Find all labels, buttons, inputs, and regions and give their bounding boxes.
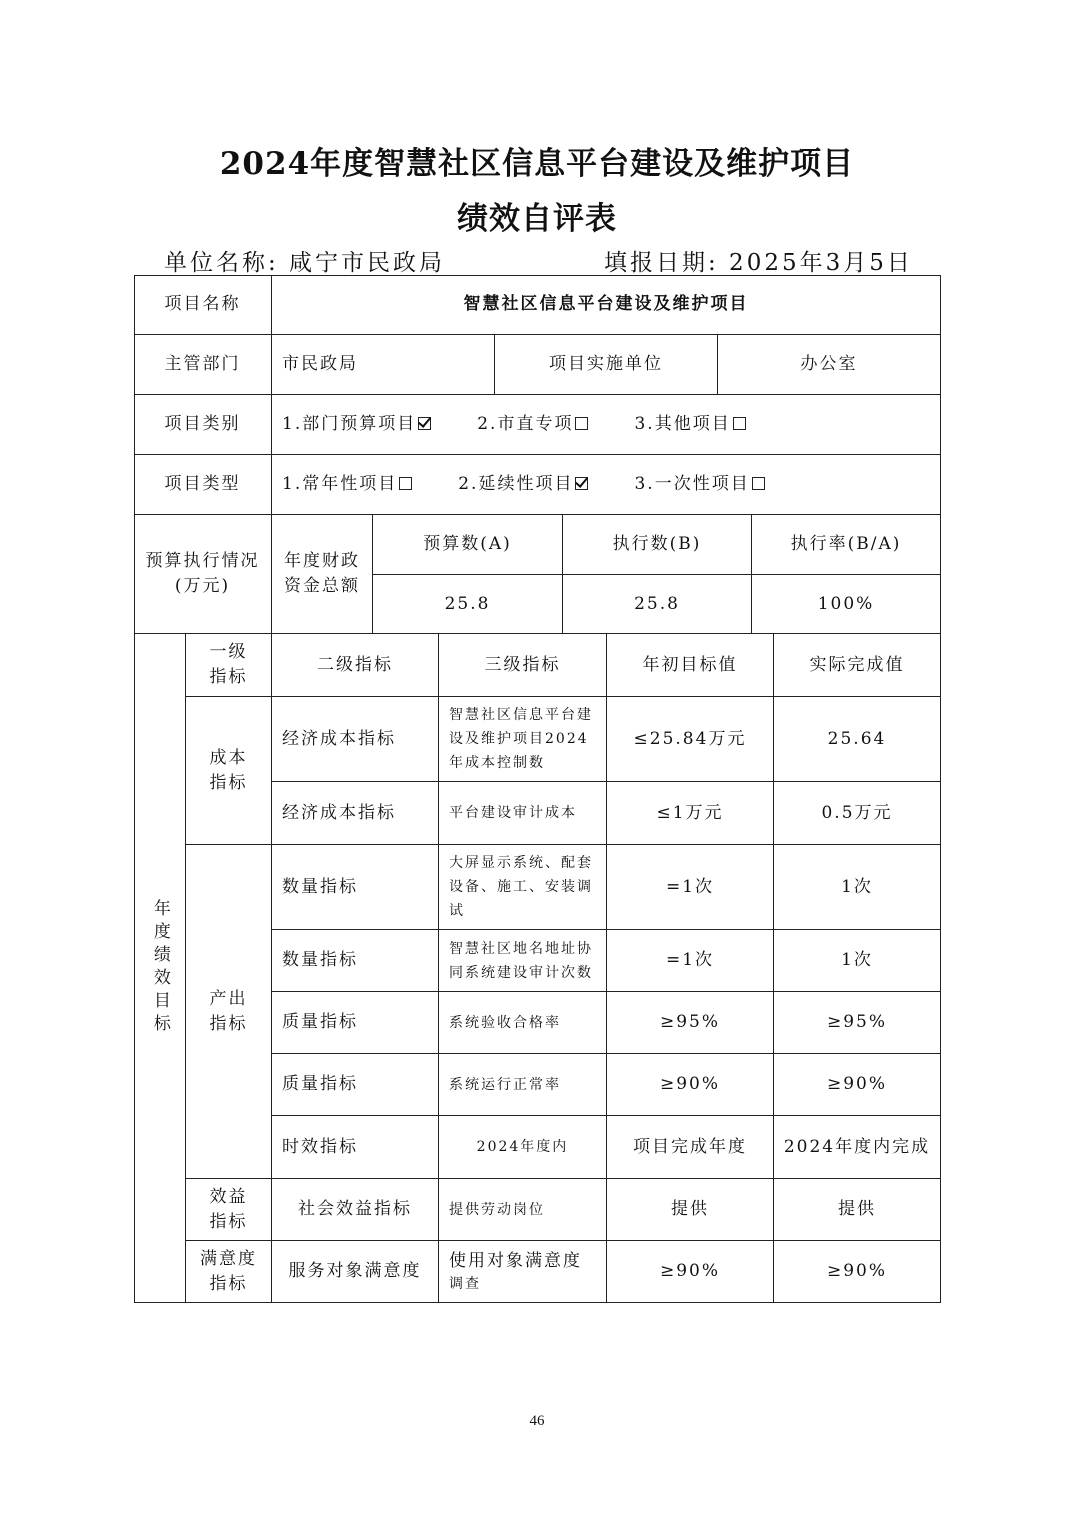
table-row-level3: 智慧社区信息平台建设及维护项目2024年成本控制数 bbox=[439, 697, 607, 782]
project-name-value: 智慧社区信息平台建设及维护项目 bbox=[272, 275, 941, 335]
category-options bbox=[272, 395, 941, 455]
table-row-level3: 大屏显示系统、配套设备、施工、安装调试 bbox=[439, 845, 607, 930]
unit-name: 单位名称: 咸宁市民政局 bbox=[164, 250, 446, 276]
dept-value: 市民政局 bbox=[272, 335, 495, 395]
table-row-actual: 25.64 bbox=[774, 697, 941, 782]
impl-unit-label: 项目实施单位 bbox=[495, 335, 718, 395]
budget-header-a: 预算数(A) bbox=[373, 515, 563, 575]
table-row-level3: 提供劳动岗位 bbox=[439, 1179, 607, 1241]
category-option: 2.市直专项 bbox=[477, 414, 574, 435]
performance-table bbox=[134, 275, 941, 1303]
table-row-target: ≤25.84万元 bbox=[607, 697, 774, 782]
table-row-target: =1次 bbox=[607, 845, 774, 930]
budget-header-rate: 执行率(B/A) bbox=[752, 515, 941, 575]
table-row-level2: 社会效益指标 bbox=[272, 1179, 439, 1241]
checkbox-checked-icon[interactable] bbox=[418, 417, 431, 430]
table-row-level3: 2024年度内 bbox=[439, 1116, 607, 1179]
table-row-actual: 2024年度内完成 bbox=[774, 1116, 941, 1179]
table-row-actual: ≥90% bbox=[774, 1241, 941, 1303]
table-row-level3 bbox=[439, 1241, 607, 1303]
category-option: 1.部门预算项目 bbox=[282, 414, 417, 435]
group-benefit: 效益指标 bbox=[186, 1179, 272, 1241]
table-row-actual: ≥90% bbox=[774, 1054, 941, 1116]
table-row-level3: 系统运行正常率 bbox=[439, 1054, 607, 1116]
table-row-target: 提供 bbox=[607, 1179, 774, 1241]
table-row-actual: 1次 bbox=[774, 930, 941, 992]
table-row-level2: 经济成本指标 bbox=[272, 782, 439, 845]
checkbox-empty-icon[interactable] bbox=[752, 477, 765, 490]
budget-value-rate: 100% bbox=[752, 575, 941, 634]
dept-label: 主管部门 bbox=[134, 335, 272, 395]
table-row-level2: 质量指标 bbox=[272, 1054, 439, 1116]
table-row-level2: 数量指标 bbox=[272, 845, 439, 930]
budget-header-b: 执行数(B) bbox=[563, 515, 752, 575]
header-level3: 三级指标 bbox=[439, 634, 607, 697]
table-row-level2: 数量指标 bbox=[272, 930, 439, 992]
type-option: 3.一次性项目 bbox=[634, 474, 750, 495]
page-number: 46 bbox=[529, 1413, 545, 1429]
table-row-level3: 系统验收合格率 bbox=[439, 992, 607, 1054]
table-row-level3: 智慧社区地名地址协同系统建设审计次数 bbox=[439, 930, 607, 992]
checkbox-checked-icon[interactable] bbox=[575, 477, 588, 490]
page-subtitle: 绩效自评表 bbox=[457, 201, 617, 237]
table-row-target: ≥90% bbox=[607, 1054, 774, 1116]
table-row-actual: 1次 bbox=[774, 845, 941, 930]
table-row-target: ≥90% bbox=[607, 1241, 774, 1303]
table-row-level2: 时效指标 bbox=[272, 1116, 439, 1179]
group-output: 产出指标 bbox=[186, 845, 272, 1179]
table-row-level3: 平台建设审计成本 bbox=[439, 782, 607, 845]
budget-value-a: 25.8 bbox=[373, 575, 563, 634]
table-row-target: ≥95% bbox=[607, 992, 774, 1054]
group-cost: 成本指标 bbox=[186, 697, 272, 845]
budget-sub-label: 年度财政资金总额 bbox=[272, 515, 373, 634]
budget-label: 预算执行情况(万元) bbox=[134, 515, 272, 634]
level3-suffix-text: 调查 bbox=[449, 1275, 481, 1292]
table-row-level2: 经济成本指标 bbox=[272, 697, 439, 782]
type-option: 1.常年性项目 bbox=[282, 474, 398, 495]
table-row-target: 项目完成年度 bbox=[607, 1116, 774, 1179]
type-option: 2.延续性项目 bbox=[458, 474, 574, 495]
header-actual: 实际完成值 bbox=[774, 634, 941, 697]
header-level1: 一级指标 bbox=[186, 634, 272, 697]
header-level2: 二级指标 bbox=[272, 634, 439, 697]
project-name-label: 项目名称 bbox=[134, 275, 272, 335]
checkbox-empty-icon[interactable] bbox=[575, 417, 588, 430]
budget-value-b: 25.8 bbox=[563, 575, 752, 634]
type-label: 项目类型 bbox=[134, 455, 272, 515]
table-row-actual: ≥95% bbox=[774, 992, 941, 1054]
category-label: 项目类别 bbox=[134, 395, 272, 455]
annual-goal-label: 年度绩效目标 bbox=[134, 634, 186, 1303]
table-row-actual: 0.5万元 bbox=[774, 782, 941, 845]
table-row-target: ≤1万元 bbox=[607, 782, 774, 845]
impl-unit-value: 办公室 bbox=[718, 335, 941, 395]
checkbox-empty-icon[interactable] bbox=[399, 477, 412, 490]
table-row-actual: 提供 bbox=[774, 1179, 941, 1241]
table-row-level2: 质量指标 bbox=[272, 992, 439, 1054]
header-target: 年初目标值 bbox=[607, 634, 774, 697]
table-row-target: =1次 bbox=[607, 930, 774, 992]
type-options bbox=[272, 455, 941, 515]
level3-main-text: 使用对象满意度 bbox=[449, 1251, 582, 1272]
category-option: 3.其他项目 bbox=[634, 414, 731, 435]
group-satisfaction: 满意度指标 bbox=[186, 1241, 272, 1303]
page-title: 2024年度智慧社区信息平台建设及维护项目 bbox=[219, 146, 855, 182]
table-row-level2: 服务对象满意度 bbox=[272, 1241, 439, 1303]
checkbox-empty-icon[interactable] bbox=[733, 417, 746, 430]
report-date: 填报日期: 2025年3月5日 bbox=[604, 250, 913, 276]
